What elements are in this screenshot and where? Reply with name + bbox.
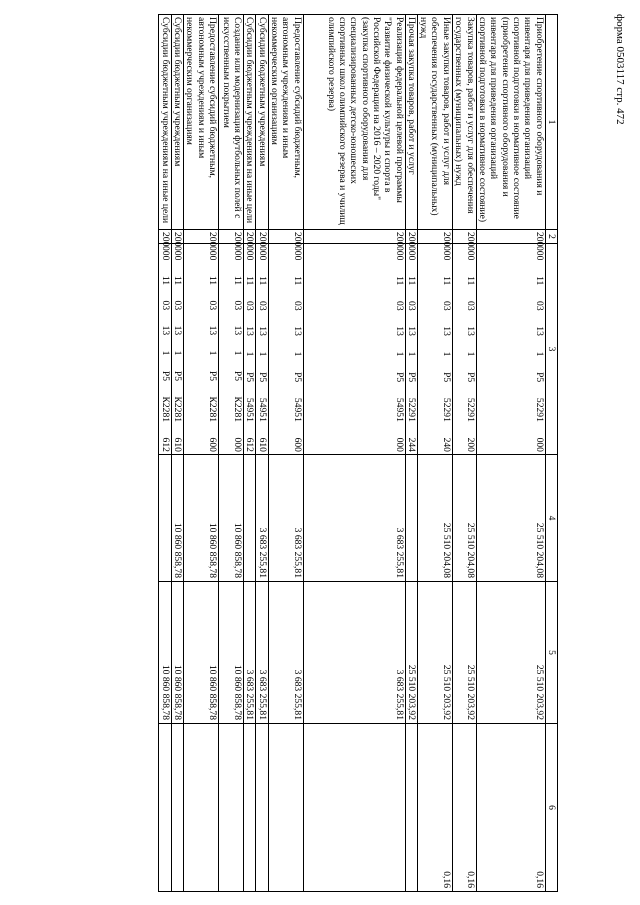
code-segment: 11 [244,276,256,286]
approved-amount: 10 860 858,78 [184,455,219,582]
code-segment: 03 [207,300,218,311]
line-code: 200 [268,230,303,244]
code-segment: 03 [440,301,452,311]
code-segment: 600 [207,437,218,452]
classification-code [219,244,244,455]
row-name: Закупка товаров, работ и услуг для обеспечения государственных (муниципальных) нужд [452,15,476,230]
code-segment: P5 [256,372,268,383]
code-segment: 1 [291,351,303,357]
code-segment: 1 [405,351,417,357]
code-segment: 1 [172,350,184,356]
code-segment: 612 [159,437,171,452]
row-name: Субсидии бюджетным учреждениям на иные цели [159,15,171,230]
code-segment: 13 [440,326,452,336]
executed-amount: 25 510 203,92 [476,582,545,724]
code-segment: 03 [405,301,417,311]
code-segment: 240 [440,437,452,452]
code-segment: 000 [244,246,256,261]
row-name: Иные закупки товаров, работ и услуг для обеспечения государственных (муниципальных) нужд [417,15,452,230]
classification-code [256,244,268,455]
row-name: Субсидии бюджетным учреждениям на иные цели [244,15,256,230]
row-name: Субсидии бюджетным учреждениям [171,15,183,230]
approved-amount: 10 860 858,78 [171,455,183,582]
line-code: 200 [452,230,476,244]
code-segment: 11 [172,275,184,286]
code-segment: 03 [393,301,405,311]
row-name: Приобретение спортивного оборудования и инвентаря для приведения организаций спортивной подготовки в нормативное состояние (приобретение спортивного оборудования и инвентаря для приведения организаций спортивной подготовки в нормативное состояние) [476,15,545,230]
code-segment: 13 [256,326,268,336]
line-code: 200 [171,230,183,244]
unexecuted-amount [268,724,303,892]
code-segment: 1 [393,351,405,357]
code-segment: 1 [533,351,545,357]
unexecuted-amount [303,724,405,892]
code-segment: 11 [405,276,417,286]
code-segment: P5 [291,372,303,383]
code-segment: 000 [533,437,545,452]
code-segment: 000 [172,246,184,261]
executed-amount: 3 683 255,81 [256,582,268,724]
code-segment: 52291 [533,397,545,422]
code-segment: К2281 [172,396,184,423]
executed-amount: 10 860 858,78 [159,582,171,724]
classification-code [405,244,417,455]
column-header: 5 [545,582,557,724]
table-row [171,15,183,892]
classification-code [244,244,256,455]
executed-amount: 25 510 203,92 [452,582,476,724]
code-segment: P5 [207,370,218,382]
row-name: Прочая закупка товаров, работ и услуг [405,15,417,230]
code-segment: 612 [244,437,256,452]
table-row [476,15,545,892]
executed-amount: 3 683 255,81 [303,582,405,724]
unexecuted-amount [171,724,183,892]
row-name: Предоставление субсидий бюджетным, автономным учреждениям и иным некоммерческим организациям [268,15,303,230]
executed-amount: 10 860 858,78 [219,582,244,724]
code-segment: 52291 [405,397,417,422]
code-segment: 000 [393,437,405,452]
code-segment: 610 [256,437,268,452]
code-segment: 13 [291,326,303,336]
code-segment: 11 [256,276,268,286]
line-code: 200 [244,230,256,244]
unexecuted-amount: 0,16 [476,724,545,892]
classification-code [452,244,476,455]
unexecuted-amount: 0,16 [452,724,476,892]
code-segment: P5 [440,372,452,383]
approved-amount: 3 683 255,81 [256,455,268,582]
code-segment: 13 [533,326,545,336]
approved-amount: 25 510 204,08 [417,455,452,582]
executed-amount: 3 683 255,81 [244,582,256,724]
unexecuted-amount [256,724,268,892]
code-segment: P5 [393,372,405,383]
line-code: 200 [256,230,268,244]
code-segment: P5 [405,372,417,383]
code-segment: 54951 [244,397,256,422]
row-name: Субсидии бюджетным учреждениям [256,15,268,230]
code-segment: 03 [172,300,184,311]
code-segment: 000 [232,437,243,452]
code-segment: К2281 [232,396,243,423]
code-segment: 000 [159,246,171,261]
table-row [303,15,405,892]
table-row [244,15,256,892]
table-row [184,15,219,892]
table-row [268,15,303,892]
unexecuted-amount: 0,16 [417,724,452,892]
column-header: 1 [545,15,557,230]
classification-code [171,244,183,455]
code-segment: P5 [533,372,545,383]
line-code: 200 [417,230,452,244]
code-segment: 11 [533,276,545,286]
unexecuted-amount [159,724,171,892]
code-segment: 600 [291,437,303,452]
code-segment: 000 [393,246,405,261]
code-segment: 03 [533,301,545,311]
executed-amount: 25 510 203,92 [405,582,417,724]
form-header: форма 0503117 стр. 472 [614,14,626,125]
line-code: 200 [303,230,405,244]
classification-code [184,244,219,455]
unexecuted-amount [244,724,256,892]
code-segment: 13 [244,326,256,336]
column-number-row [545,15,557,892]
code-segment: 244 [405,437,417,452]
line-code: 200 [219,230,244,244]
classification-code [303,244,405,455]
code-segment: 13 [464,326,476,336]
table-row [256,15,268,892]
code-segment: 1 [440,351,452,357]
row-name: Создание или модернизация футбольных полей с искусственным покрытием [219,15,244,230]
code-segment: 03 [291,301,303,311]
code-segment: 1 [464,351,476,357]
code-segment: 13 [207,325,218,336]
code-segment: К2281 [159,396,171,423]
code-segment: 1 [232,350,243,356]
executed-amount: 25 510 203,92 [417,582,452,724]
code-segment: 200 [464,437,476,452]
code-segment: 03 [464,301,476,311]
row-name: Предоставление субсидий бюджетным, автономным учреждениям и иным некоммерческим организациям [184,15,219,230]
classification-code [159,244,171,455]
code-segment: 1 [159,350,171,356]
code-segment: 000 [291,246,303,261]
approved-amount [159,455,171,582]
code-segment: 000 [232,246,243,261]
table-row [452,15,476,892]
approved-amount: 25 510 204,08 [452,455,476,582]
unexecuted-amount [405,724,417,892]
code-segment: 03 [159,300,171,311]
line-code: 200 [476,230,545,244]
unexecuted-amount [184,724,219,892]
table-body [159,15,545,892]
code-segment: P5 [232,370,243,382]
column-header: 3 [545,244,557,455]
line-code: 200 [184,230,219,244]
code-segment: 000 [405,246,417,261]
table-row [405,15,417,892]
code-segment: 03 [244,301,256,311]
code-segment: 000 [207,246,218,261]
approved-amount: 10 860 858,78 [219,455,244,582]
line-code: 200 [159,230,171,244]
code-segment: P5 [159,370,171,382]
code-segment: 03 [232,300,243,311]
code-segment: P5 [464,372,476,383]
code-segment: 13 [172,325,184,336]
code-segment: 03 [256,301,268,311]
code-segment: 000 [533,246,545,261]
code-segment: 13 [159,325,171,336]
code-segment: 610 [172,437,184,452]
table-row [159,15,171,892]
code-segment: 11 [159,275,171,286]
code-segment: 52291 [440,397,452,422]
rotated-page [73,14,558,891]
code-segment: 11 [393,276,405,286]
code-segment: 13 [393,326,405,336]
column-header: 2 [545,230,557,244]
row-name: Реализация федеральной целевой программы "Развитие физической культуры и спорта в Российской Федерации на 2016 – 2020 годы" (закупка спортивного оборудования для специализированных детско-юношеских спортивных школ олимпийского резерва и училищ олимпийского резерва) [303,15,405,230]
code-segment: P5 [244,372,256,383]
code-segment: 54951 [393,397,405,422]
classification-code [476,244,545,455]
table-row [417,15,452,892]
approved-amount: 25 510 204,08 [476,455,545,582]
executed-amount: 10 860 858,78 [184,582,219,724]
code-segment: 54951 [256,397,268,422]
code-segment: 1 [256,351,268,357]
approved-amount [405,455,417,582]
unexecuted-amount [219,724,244,892]
code-segment: 000 [440,246,452,261]
code-segment: 11 [207,275,218,286]
code-segment: 11 [232,275,243,286]
code-segment: 13 [232,325,243,336]
code-segment: 11 [440,276,452,286]
approved-amount: 3 683 255,81 [303,455,405,582]
executed-amount: 10 860 858,78 [171,582,183,724]
code-segment: К2281 [207,396,218,423]
code-segment: 11 [464,276,476,286]
column-header: 6 [545,724,557,892]
column-header: 4 [545,455,557,582]
code-segment: 13 [405,326,417,336]
classification-code [417,244,452,455]
code-segment: 1 [207,350,218,356]
line-code: 200 [405,230,417,244]
code-segment: 11 [291,276,303,286]
approved-amount: 3 683 255,81 [268,455,303,582]
budget-table [158,14,558,892]
executed-amount: 3 683 255,81 [268,582,303,724]
code-segment: 52291 [464,397,476,422]
code-segment: P5 [172,370,184,382]
code-segment: 000 [464,246,476,261]
code-segment: 1 [244,351,256,357]
code-segment: 54951 [291,397,303,422]
approved-amount [244,455,256,582]
code-segment: 000 [256,246,268,261]
table-row [219,15,244,892]
classification-code [268,244,303,455]
